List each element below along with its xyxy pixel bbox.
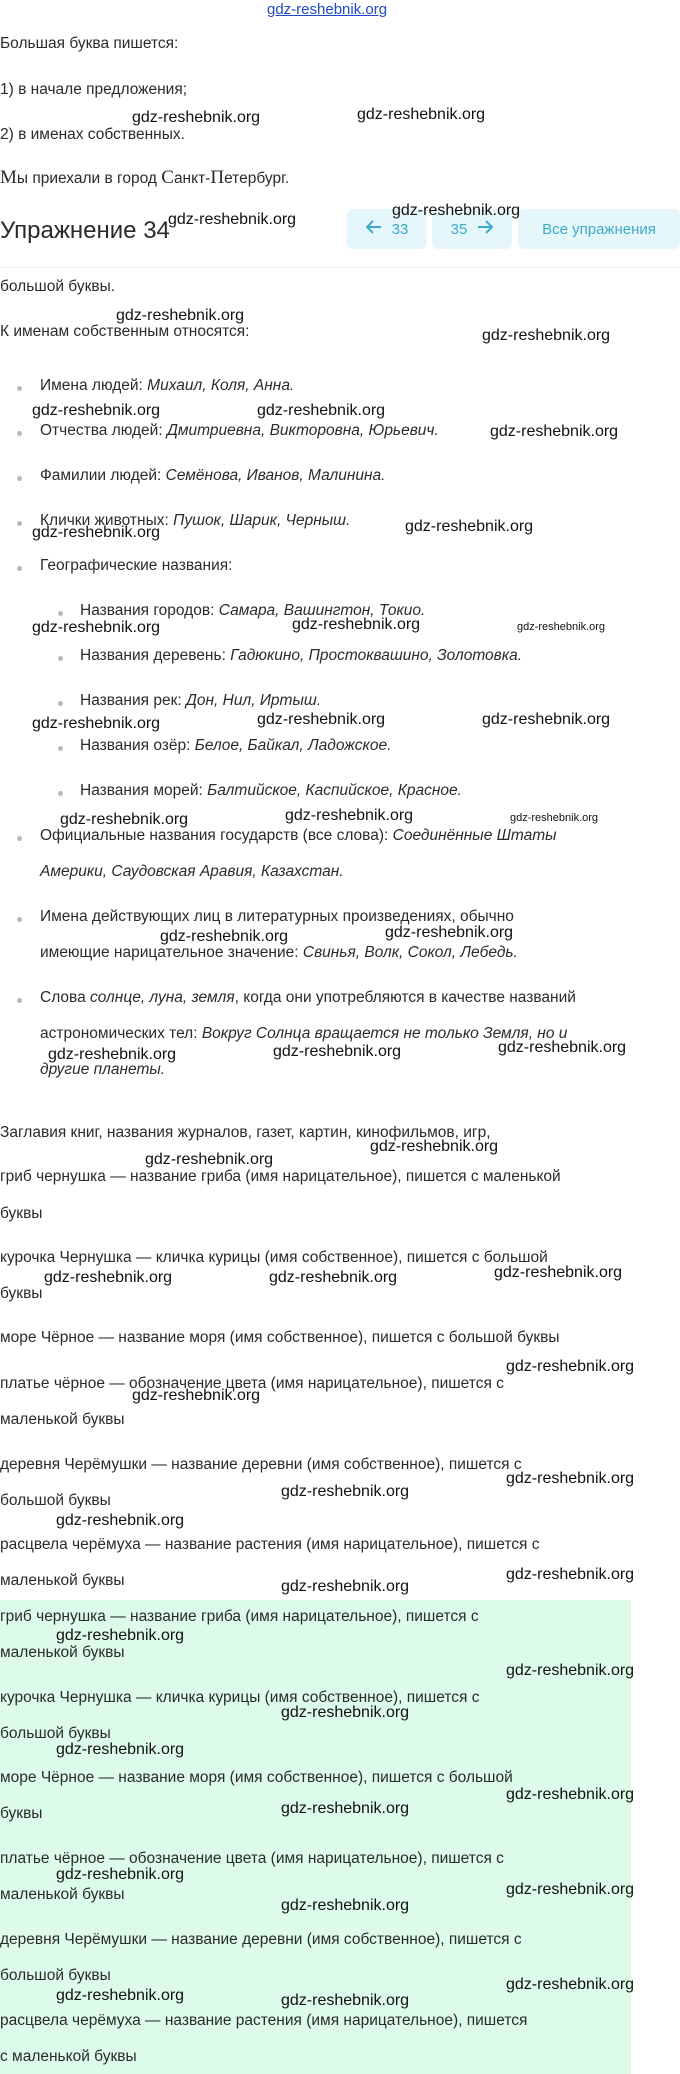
header-divider — [0, 267, 680, 268]
site-link[interactable]: gdz-reshebnik.org — [267, 1, 388, 18]
watermark: gdz-reshebnik.org — [506, 1566, 635, 1583]
next-exercise-label: 35 — [450, 220, 468, 238]
rule-heading: Большая буква пишется: — [0, 35, 179, 52]
watermark: gdz-reshebnik.org — [32, 619, 161, 636]
sub-list-item: Названия деревень: Гадюкино, Простоквашино, Золотовка. — [80, 647, 523, 664]
watermark: gdz-reshebnik.org — [32, 524, 161, 541]
bullet-icon — [58, 611, 63, 616]
watermark: gdz-reshebnik.org — [273, 1043, 402, 1060]
bullet-icon — [17, 566, 22, 571]
watermark: gdz-reshebnik.org — [281, 1578, 410, 1595]
answer-line: курочка Чернушка — кличка курицы (имя собственное), пишется с большой — [0, 1249, 548, 1266]
text-line: большой буквы. — [0, 278, 116, 295]
arrow-left-icon — [366, 220, 382, 238]
answer-line: буквы — [0, 1805, 43, 1822]
watermark: gdz-reshebnik.org — [168, 211, 297, 228]
watermark: gdz-reshebnik.org — [506, 1881, 635, 1898]
watermark: gdz-reshebnik.org — [285, 807, 414, 824]
watermark: gdz-reshebnik.org — [56, 1512, 185, 1529]
sub-list-item: Названия морей: Балтийское, Каспийское, Красное. — [80, 782, 462, 799]
answer-line: платье чёрное — обозначение цвета (имя нарицательное), пишется с — [0, 1375, 504, 1392]
watermark: gdz-reshebnik.org — [48, 1046, 177, 1063]
answer-line: маленькой буквы — [0, 1411, 125, 1428]
watermark: gdz-reshebnik.org — [506, 1358, 635, 1375]
watermark: gdz-reshebnik.org — [281, 1992, 410, 2009]
rule-example: Мы приехали в город Санкт-Петербург. — [0, 167, 290, 188]
watermark: gdz-reshebnik.org — [269, 1269, 398, 1286]
answer-line: курочка Чернушка — кличка курицы (имя собственное), пишется с — [0, 1689, 480, 1706]
watermark: gdz-reshebnik.org — [506, 1470, 635, 1487]
watermark: gdz-reshebnik.org — [385, 924, 514, 941]
watermark: gdz-reshebnik.org — [32, 402, 161, 419]
list-item: Имена действующих лиц в литературных произведениях, обычно — [40, 908, 514, 925]
answer-line: большой буквы — [0, 1725, 111, 1742]
arrow-right-icon — [477, 220, 493, 238]
list-item-cont: имеющие нарицательное значение: Свинья, Волк, Сокол, Лебедь. — [40, 944, 518, 961]
watermark: gdz-reshebnik.org — [56, 1866, 185, 1883]
rule-item-2: 2) в именах собственных. — [0, 126, 185, 143]
list-item: Фамилии людей: Семёнова, Иванов, Малинина. — [40, 467, 386, 484]
answer-line: деревня Черёмушки — название деревни (имя собственное), пишется с — [0, 1931, 522, 1948]
watermark: gdz-reshebnik.org — [132, 109, 261, 126]
list-item: Отчества людей: Дмитриевна, Викторовна, Юрьевич. — [40, 422, 439, 439]
watermark: gdz-reshebnik.org — [160, 928, 289, 945]
list-item-cont: Америки, Саудовская Аравия, Казахстан. — [40, 863, 344, 880]
list-item-cont: другие планеты. — [40, 1061, 166, 1078]
exercise-title: Упражнение 34 — [0, 217, 170, 244]
watermark: gdz-reshebnik.org — [56, 1741, 185, 1758]
bullet-icon — [17, 386, 22, 391]
bullet-icon — [17, 998, 22, 1003]
watermark: gdz-reshebnik.org — [517, 621, 606, 633]
answer-line: буквы — [0, 1285, 43, 1302]
watermark: gdz-reshebnik.org — [506, 1786, 635, 1803]
cap-letter-2: С — [161, 167, 174, 188]
answer-line: буквы — [0, 1205, 43, 1222]
bullet-icon — [17, 431, 22, 436]
bullet-icon — [58, 701, 63, 706]
text-line: К именам собственным относятся: — [0, 323, 250, 340]
bullet-icon — [58, 656, 63, 661]
sub-list-item: Названия рек: Дон, Нил, Иртыш. — [80, 692, 322, 709]
answer-line: большой буквы — [0, 1492, 111, 1509]
answer-line: с маленькой буквы — [0, 2048, 137, 2065]
answer-line: деревня Черёмушки — название деревни (имя собственное), пишется с — [0, 1456, 522, 1473]
rule-item-1: 1) в начале предложения; — [0, 81, 188, 98]
all-exercises-button[interactable] — [518, 209, 680, 249]
answer-line: гриб чернушка — название гриба (имя нарицательное), пишется с — [0, 1608, 479, 1625]
answer-line: маленькой буквы — [0, 1572, 125, 1589]
watermark: gdz-reshebnik.org — [60, 811, 189, 828]
watermark: gdz-reshebnik.org — [490, 423, 619, 440]
answer-line: маленькой буквы — [0, 1886, 125, 1903]
watermark: gdz-reshebnik.org — [145, 1151, 274, 1168]
watermark: gdz-reshebnik.org — [498, 1039, 627, 1056]
answer-line: расцвела черёмуха — название растения (имя нарицательное), пишется с — [0, 1536, 540, 1553]
bullet-icon — [17, 476, 22, 481]
watermark: gdz-reshebnik.org — [494, 1264, 623, 1281]
watermark: gdz-reshebnik.org — [506, 1662, 635, 1679]
list-item: Географические названия: — [40, 557, 233, 574]
cap-letter-1: М — [0, 167, 17, 188]
watermark: gdz-reshebnik.org — [405, 518, 534, 535]
cap-letter-3: П — [210, 167, 225, 188]
answer-line: маленькой буквы — [0, 1644, 125, 1661]
bullet-icon — [17, 521, 22, 526]
prev-exercise-label: 33 — [391, 220, 409, 238]
watermark: gdz-reshebnik.org — [281, 1800, 410, 1817]
watermark: gdz-reshebnik.org — [116, 307, 245, 324]
watermark: gdz-reshebnik.org — [392, 202, 521, 219]
list-item: Клички животных: Пушок, Шарик, Черныш. — [40, 512, 351, 529]
list-item: Имена людей: Михаил, Коля, Анна. — [40, 377, 295, 394]
answer-line: море Чёрное — название моря (имя собственное), пишется с большой буквы — [0, 1329, 560, 1346]
watermark: gdz-reshebnik.org — [357, 106, 486, 123]
bullet-icon — [17, 836, 22, 841]
all-exercises-label: Все упражнения — [542, 220, 656, 238]
watermark: gdz-reshebnik.org — [56, 1627, 185, 1644]
watermark: gdz-reshebnik.org — [292, 616, 421, 633]
answer-line: расцвела черёмуха — название растения (имя нарицательное), пишется — [0, 2012, 528, 2029]
watermark: gdz-reshebnik.org — [482, 711, 611, 728]
list-item-cont: астрономических тел: Вокруг Солнца вращается не только Земля, но и — [40, 1025, 568, 1042]
watermark: gdz-reshebnik.org — [482, 327, 611, 344]
watermark: gdz-reshebnik.org — [506, 1976, 635, 1993]
watermark: gdz-reshebnik.org — [132, 1387, 261, 1404]
watermark: gdz-reshebnik.org — [32, 715, 161, 732]
sub-list-item: Названия городов: Самара, Вашингтон, Токио. — [80, 602, 426, 619]
watermark: gdz-reshebnik.org — [370, 1138, 499, 1155]
watermark: gdz-reshebnik.org — [44, 1269, 173, 1286]
watermark: gdz-reshebnik.org — [56, 1987, 185, 2004]
answer-line: платье чёрное — обозначение цвета (имя нарицательное), пишется с — [0, 1850, 504, 1867]
answer-line: море Чёрное — название моря (имя собственное), пишется с большой — [0, 1769, 513, 1786]
bullet-icon — [58, 746, 63, 751]
text-line: Заглавия книг, названия журналов, газет, картин, кинофильмов, игр, — [0, 1124, 491, 1141]
bullet-icon — [58, 791, 63, 796]
watermark: gdz-reshebnik.org — [281, 1483, 410, 1500]
watermark: gdz-reshebnik.org — [510, 812, 599, 824]
watermark: gdz-reshebnik.org — [281, 1704, 410, 1721]
sub-list-item: Названия озёр: Белое, Байкал, Ладожское. — [80, 737, 392, 754]
answer-line: большой буквы — [0, 1967, 111, 1984]
list-item: Официальные названия государств (все слова): Соединённые Штаты — [40, 827, 557, 844]
answer-line: гриб чернушка — название гриба (имя нарицательное), пишется с маленькой — [0, 1168, 561, 1185]
bullet-icon — [17, 917, 22, 922]
list-item: Слова солнце, луна, земля, когда они употребляются в качестве названий — [40, 989, 576, 1006]
watermark: gdz-reshebnik.org — [257, 711, 386, 728]
watermark: gdz-reshebnik.org — [257, 402, 386, 419]
watermark: gdz-reshebnik.org — [281, 1897, 410, 1914]
